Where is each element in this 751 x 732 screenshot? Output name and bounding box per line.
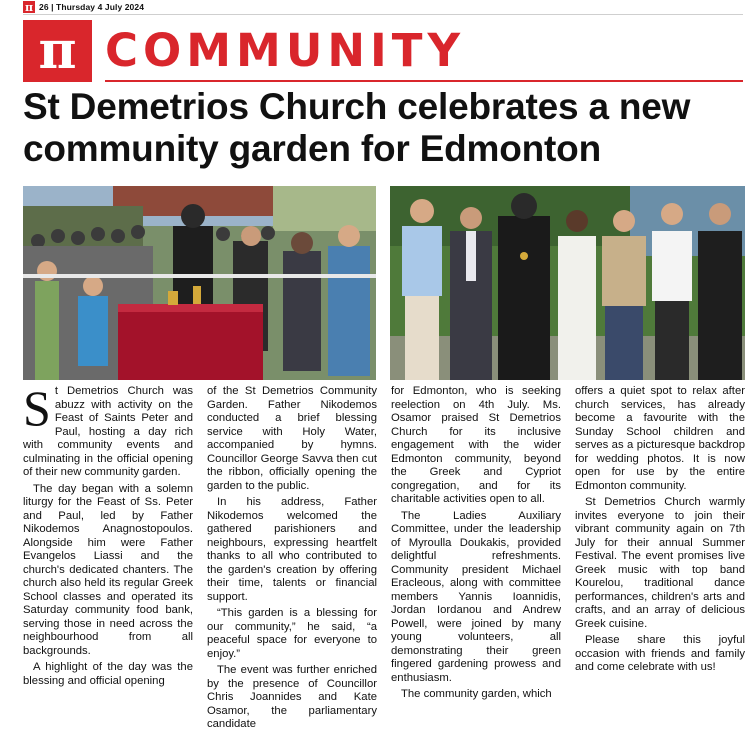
- paragraph: In his address, Father Nikodemos welcomed the gathered parishioners and neighbours, expressing heartfelt thanks to all who contributed to the garden's creation by offering their time, talents or financial support.: [207, 496, 377, 603]
- article-column-1: [23, 380, 193, 710]
- paragraph: [23, 380, 193, 480]
- pi-logo: π: [23, 20, 92, 82]
- paragraph: Please share this joyful occasion with friends and family and come celebrate with us!: [575, 634, 745, 673]
- paragraph: for Edmonton, who is seeking reelection on 4th July. Ms. Osamor praised St Demetrios Church for its inclusive engagement with the wider Edmonton community, beyond the Greek and Cypriot congregation, and for its charitable activities open to all.: [391, 385, 561, 505]
- paragraph: The event was further enriched by the presence of Councillor Chris Joannides and Kate Osamor, the parliamentary candidate: [207, 664, 377, 730]
- article-body: [23, 380, 745, 730]
- photo-ribbon-cutting: [23, 186, 376, 380]
- section-banner: [23, 20, 743, 82]
- paragraph-quote: “This garden is a blessing for our community,” he said, “a peaceful space for everyone to enjoy.”: [207, 607, 377, 660]
- section-rule: [105, 80, 743, 82]
- article-column-3: [391, 385, 561, 710]
- ribbon-cutting-illustration: [23, 186, 376, 380]
- paragraph: St Demetrios Church warmly invites everyone to join their vibrant community again on 7th July for their annual Summer Festival. The event promises live Greek music with top band Kourelou, traditional dance performances, children's arts and crafts, and an array of delicious Greek cuisine.: [575, 496, 745, 630]
- article-column-4: [575, 385, 745, 710]
- drop-cap: S: [23, 380, 51, 436]
- group-portrait-illustration: [390, 186, 745, 380]
- pi-logo-small: π: [24, 0, 34, 14]
- article-column-2: [207, 385, 377, 730]
- paragraph: offers a quiet spot to relax after church services, has already become a favourite with the Sunday School children and serves as a picturesque backdrop for wedding photos. It is now open for use by the entire Edmonton community.: [575, 385, 745, 492]
- page-header: [23, 0, 743, 15]
- section-title: COMMUNITY: [105, 24, 466, 77]
- paragraph: of the St Demetrios Community Garden. Father Nikodemos conducted a brief blessing service with Holy Water, accompanied by hymns. Councillor George Savva then cut the ribbon, officially opening the garden to the public.: [207, 385, 377, 492]
- page-number-date: 26 | Thursday 4 July 2024: [39, 2, 145, 12]
- article-headline: St Demetrios Church celebrates a new community garden for Edmonton: [23, 86, 691, 169]
- photo-group-portrait: [390, 186, 745, 380]
- paragraph: A highlight of the day was the blessing and official opening: [23, 661, 193, 687]
- paragraph: The community garden, which: [401, 688, 552, 700]
- paragraph: The Ladies Auxiliary Committee, under the leadership of Myroulla Doukakis, provided delightful refreshments. Community president Michael Eracleous, along with committee members Yannis Ioannidis, Jordan Iordanou and Andrew Powell, were joined by many young volunteers, all demonstrating their green fingered gardening prowess and enthusiasm.: [391, 509, 561, 684]
- paragraph: The day began with a solemn liturgy for the Feast of Ss. Peter and Paul, led by Father Nikodemos Anagnostopoulos. Alongside him were Father Evangelos Liassi and the church's dedicated chanters. The church also held its regular Greek School classes and operated its Saturday community food bank, serving those in need across the neighbourhood from all backgrounds.: [23, 482, 193, 657]
- paragraph-text: t Demetrios Church was abuzz with activity on the Feast of Saints Peter and Paul, hosting a day rich with community events and culminating in the official opening of their new community garden.: [23, 385, 193, 478]
